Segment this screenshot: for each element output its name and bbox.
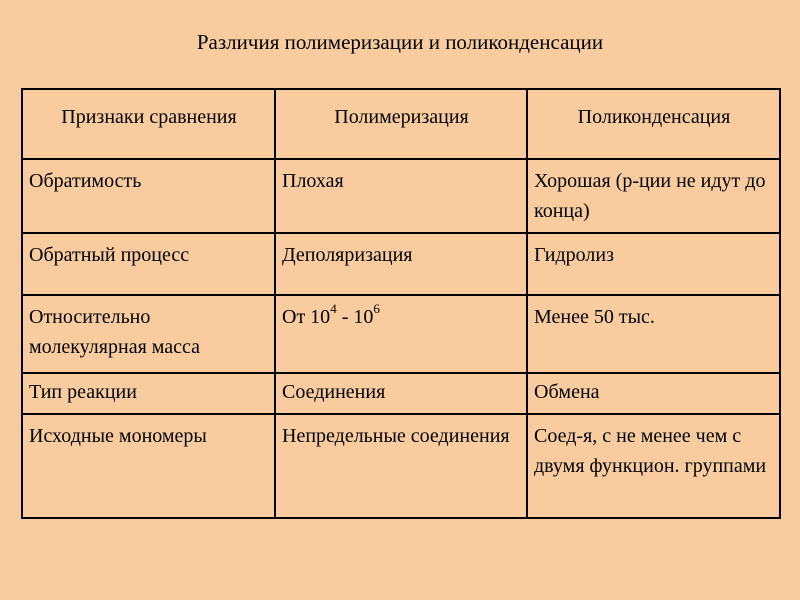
comparison-table [21,88,781,519]
cell-polycondensation: Соед-я, с не менее чем с двумя функцион. группами [527,414,780,518]
header-features: Признаки сравнения [22,89,275,159]
cell-feature: Обратный процесс [22,233,275,295]
cell-polymerization: Деполяризация [275,233,527,295]
table-row [22,373,780,414]
cell-polycondensation: Хорошая (р-ции не идут до конца) [527,159,780,233]
cell-polymerization: Соединения [275,373,527,414]
mass-range-middle: - 10 [336,306,374,328]
cell-polycondensation: Гидролиз [527,233,780,295]
header-polymerization: Полимеризация [275,89,527,159]
cell-polycondensation: Менее 50 тыс. [527,295,780,373]
mass-range-exponent-min: 4 [330,301,337,317]
table-row [22,159,780,233]
cell-polymerization: Непредельные соединения [275,414,527,518]
table-row [22,414,780,518]
header-polycondensation: Поликонденсация [527,89,780,159]
table-header-row [22,89,780,159]
cell-feature: Обратимость [22,159,275,233]
cell-polymerization [275,295,527,373]
mass-range-prefix: От 10 [282,306,331,328]
mass-range-exponent-max: 6 [373,301,380,317]
cell-feature: Относительно молекулярная масса [22,295,275,373]
cell-polymerization: Плохая [275,159,527,233]
cell-feature: Тип реакции [22,373,275,414]
table-row [22,295,780,373]
cell-feature: Исходные мономеры [22,414,275,518]
cell-polycondensation: Обмена [527,373,780,414]
slide-title: Различия полимеризации и поликонденсации [196,30,604,54]
table-row [22,233,780,295]
